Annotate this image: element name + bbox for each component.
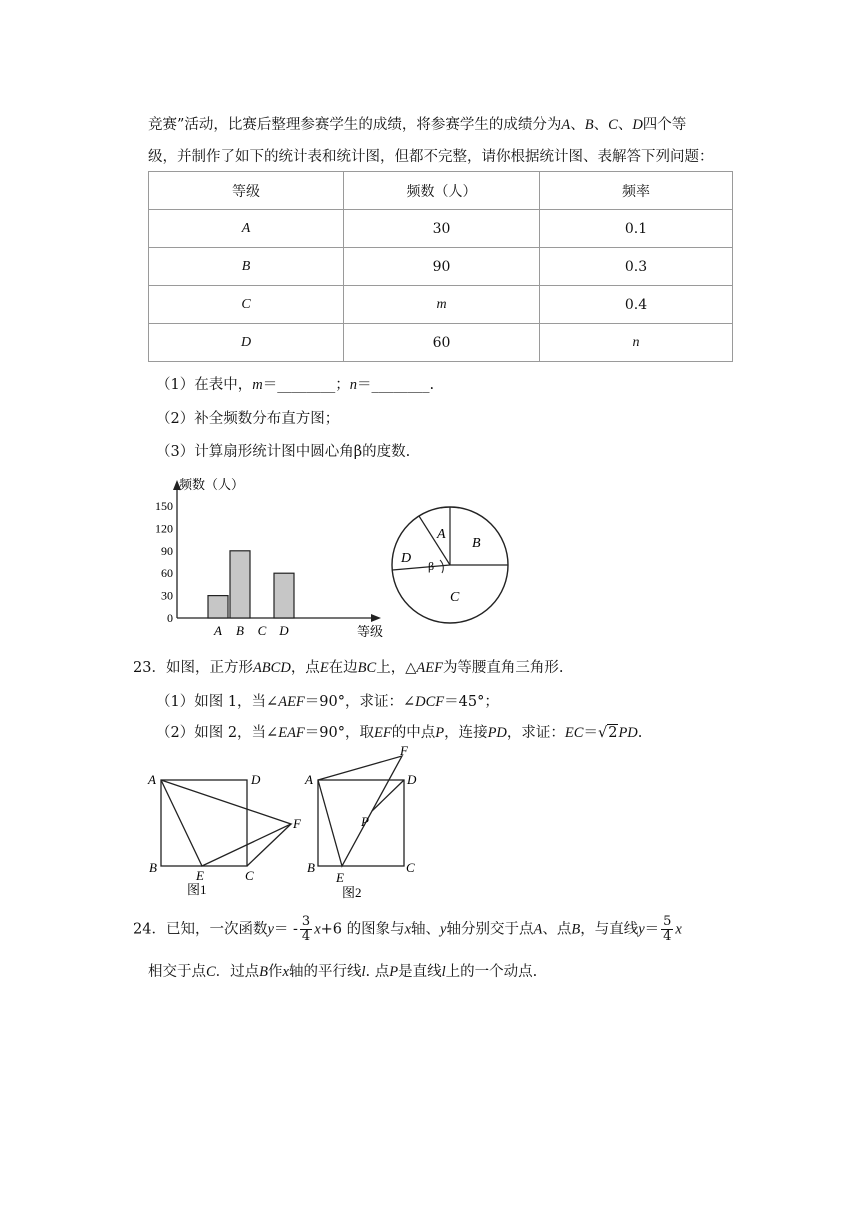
figure-2 — [302, 742, 432, 902]
var-x: x — [282, 964, 289, 980]
pie-label-c: C — [450, 590, 460, 605]
fraction-3-4 — [300, 915, 312, 944]
intro-text: 竞赛”活动，比赛后整理参赛学生的成绩，将参赛学生的成绩分为 — [148, 117, 562, 133]
y-tick-label: 90 — [161, 543, 173, 558]
y-tick-label: 150 — [155, 499, 173, 513]
var-n: n — [349, 377, 357, 393]
var-eaf: EAF — [278, 725, 305, 741]
sep: 、 — [617, 117, 633, 133]
pie-label-b: B — [472, 536, 481, 551]
q-text: ，求证： — [506, 725, 565, 741]
segment-pd — [372, 780, 404, 811]
q-number: 23． — [133, 660, 166, 676]
cell-rate: n — [540, 324, 733, 362]
q-text: 上的一个动点. — [445, 964, 538, 980]
question-22-1 — [156, 373, 434, 394]
grade-d: D — [632, 117, 643, 133]
y-tick-label: 60 — [161, 566, 173, 581]
var-aef: AEF — [416, 660, 443, 676]
var-dcf: DCF — [415, 694, 445, 710]
question-23-stem — [133, 656, 564, 677]
question-23-2 — [156, 721, 642, 742]
label-a: A — [305, 772, 313, 787]
question-22-2: （2）补全频数分布直方图； — [156, 411, 340, 427]
var-y: y — [638, 921, 645, 938]
cell-count: 90 — [344, 248, 540, 286]
var-a: A — [533, 921, 543, 938]
header-rate: 频率 — [540, 172, 733, 210]
q-text: 相交于点 — [148, 964, 206, 980]
cell-grade: A — [149, 210, 344, 248]
y-tick-label: 0 — [167, 611, 173, 625]
blank-n: ＝________. — [356, 377, 435, 393]
q-text: ＝ — [644, 921, 660, 938]
q-text: ＝90°，求证：∠ — [304, 694, 416, 710]
cell-rate: 0.3 — [540, 248, 733, 286]
cell-count: m — [344, 286, 540, 324]
label-f: F — [400, 743, 408, 758]
var-b: B — [571, 921, 581, 938]
x-axis-label: 等级 — [357, 624, 384, 639]
q-text: 轴、 — [411, 921, 441, 938]
bar — [230, 551, 250, 618]
histogram-plot — [155, 477, 383, 639]
cell-count: 30 — [344, 210, 540, 248]
var-aef: AEF — [278, 694, 305, 710]
y-tick-label: 30 — [161, 588, 173, 603]
q-text: 作 — [268, 964, 283, 980]
triangle-aef — [161, 780, 291, 866]
var-ef: EF — [374, 725, 392, 741]
q-text: ＝ - — [273, 921, 298, 938]
header-grade: 等级 — [149, 172, 344, 210]
q-text: 的中点 — [391, 725, 436, 741]
var-c: C — [206, 964, 216, 980]
question-24-line-1 — [133, 915, 682, 944]
q-text: 已知，一次函数 — [165, 921, 268, 938]
grade-c: C — [608, 117, 618, 133]
table-row — [149, 210, 733, 248]
var-y: y — [267, 921, 274, 938]
q-text: ＝ — [583, 725, 598, 741]
x-tick-label: A — [214, 623, 222, 638]
denominator: 4 — [663, 929, 672, 944]
y-tick-label: 120 — [155, 521, 173, 536]
q-text: （1）如图 1，当∠ — [156, 694, 279, 710]
q-text: . 点 — [365, 964, 390, 980]
sqrt-expression: √2 — [597, 725, 618, 741]
var-pd: PD — [487, 725, 507, 741]
table-header-row — [149, 172, 733, 210]
q-text: （1）在表中， — [156, 377, 253, 393]
intro-line-1 — [148, 113, 686, 134]
label-a: A — [148, 772, 156, 787]
pie-chart — [385, 502, 515, 632]
header-frequency: 频数（人） — [344, 172, 540, 210]
cell-rate: 0.1 — [540, 210, 733, 248]
segment-cf — [247, 824, 291, 866]
square-abcd — [161, 780, 247, 866]
x-tick-label: C — [257, 623, 267, 638]
intro-line-2: 级，并制作了如下的统计表和统计图，但都不完整，请你根据统计图、表解答下列问题： — [148, 149, 714, 165]
q-text: 轴的平行线 — [288, 964, 362, 980]
q-text: 如图，正方形 — [165, 660, 253, 676]
cell-count: 60 — [344, 324, 540, 362]
var-bc: BC — [357, 660, 377, 676]
cell-grade: B — [149, 248, 344, 286]
var-l: l — [361, 964, 366, 980]
grade-a: A — [561, 117, 571, 133]
numerator: 5 — [663, 914, 672, 929]
pie-label-d: D — [401, 551, 412, 566]
label-e: E — [196, 868, 204, 883]
intro-text-end: 四个等 — [642, 117, 687, 133]
var-e: E — [319, 660, 329, 676]
q-number: 24． — [133, 921, 166, 938]
figure-1 — [145, 768, 315, 903]
q-text: 在边 — [328, 660, 358, 676]
cell-grade: D — [149, 324, 344, 362]
q-text: ，连接 — [444, 725, 488, 741]
sqrt-radicand: 2 — [608, 725, 618, 741]
q-text: 上，△ — [376, 660, 417, 676]
table-row — [149, 286, 733, 324]
label-c: C — [245, 868, 254, 883]
question-24-line-2 — [148, 960, 537, 981]
bar — [208, 596, 228, 618]
q-text: ．过点 — [215, 964, 260, 980]
triangle-aef — [318, 756, 402, 866]
label-e: E — [336, 870, 344, 885]
table-row — [149, 324, 733, 362]
denominator: 4 — [301, 929, 311, 944]
q-text: 、点 — [542, 921, 572, 938]
var-p: P — [435, 725, 445, 741]
question-22-3: （3）计算扇形统计图中圆心角β的度数. — [156, 444, 411, 460]
x-axis-arrow — [371, 614, 381, 622]
figure-1-caption: 图1 — [187, 882, 207, 897]
var-abcd: ABCD — [252, 660, 291, 676]
q-text: （2）如图 2，当∠ — [156, 725, 279, 741]
q-text: . — [637, 725, 643, 741]
label-f: F — [293, 816, 301, 831]
label-d: D — [407, 772, 417, 787]
q-text: 是直线 — [398, 964, 442, 980]
y-axis-label: 频数（人） — [179, 477, 245, 492]
q-text: 为等腰直角三角形. — [442, 660, 564, 676]
var-x: x — [675, 921, 682, 938]
var-m: m — [252, 377, 263, 393]
label-d: D — [251, 772, 261, 787]
var-x: x — [404, 921, 412, 938]
x-tick-label: B — [236, 623, 244, 638]
sep: 、 — [593, 117, 609, 133]
q-text: +6 的图象与 — [320, 921, 405, 938]
var-b: B — [259, 964, 269, 980]
q-text: 轴分别交于点 — [446, 921, 534, 938]
label-b: B — [307, 860, 315, 875]
blank-m: ＝________； — [262, 377, 350, 393]
numerator: 3 — [301, 914, 311, 929]
table-row — [149, 248, 733, 286]
label-p: P — [361, 814, 369, 829]
var-ec: EC — [564, 725, 584, 741]
var-y: y — [440, 921, 447, 938]
fraction-5-4 — [661, 915, 673, 944]
bar — [274, 573, 294, 618]
figure-2-caption: 图2 — [342, 885, 362, 900]
pie-label-beta: β — [428, 559, 435, 573]
cell-grade: C — [149, 286, 344, 324]
q-text: ＝90°，取 — [304, 725, 374, 741]
q-text: ＝45°； — [444, 694, 499, 710]
stats-table — [148, 171, 733, 362]
var-x: x — [314, 921, 321, 938]
label-b: B — [149, 860, 157, 875]
question-23-1 — [156, 690, 499, 711]
var-pd: PD — [618, 725, 638, 741]
sep: 、 — [570, 117, 585, 133]
q-text: ，点 — [290, 660, 320, 676]
pie-label-a: A — [437, 527, 446, 542]
var-l: l — [441, 964, 446, 980]
q-text: ，与直线 — [580, 921, 639, 938]
x-tick-label: D — [279, 623, 289, 638]
grade-b: B — [584, 117, 594, 133]
var-p: P — [389, 964, 399, 980]
cell-rate: 0.4 — [540, 286, 733, 324]
label-c: C — [406, 860, 415, 875]
